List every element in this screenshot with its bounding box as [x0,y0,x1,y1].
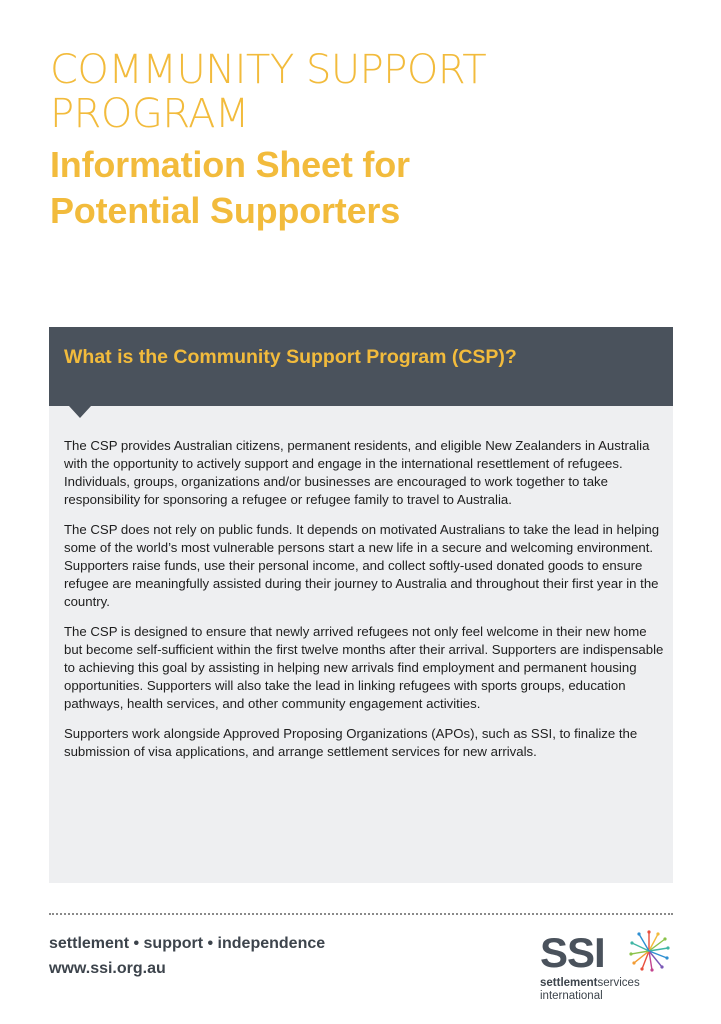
card-body [64,437,664,773]
paragraph-3: The CSP is designed to ensure that newly arrived refugees not only feel welcome in their new home but become self-sufficient within the first twelve months after their arrival. Supporters are indispensable to achieving this goal by assisting in helping new arrivals find employment and permanent housing opportunities. Supporters will also take the lead in linking refugees with sports groups, education pathways, health services, and other community engagement activities. [64,624,664,711]
footer-tagline: settlement • support • independence [49,935,326,952]
program-title-line-1: COMMUNITY SUPPORT [50,47,487,93]
logo-subtitle-line-2: international [540,990,603,1002]
ssi-logo [540,928,680,1008]
card-header [49,327,673,406]
paragraph-2: The CSP does not rely on public funds. It depends on motivated Australians to take the lead in helping some of the world’s most vulnerable persons start a new life in a secure and welcoming environment. Supporters raise funds, use their personal income, and collect softly-used donated goods to ensure refugee are meaningfully assisted during their journey to Australia and throughout their first year in the country. [64,522,660,609]
footer-website-link[interactable]: www.ssi.org.au [49,960,166,977]
program-title [50,48,690,136]
logo-subtitle-line-1 [540,977,640,990]
title-block [50,48,690,234]
paragraph-4: Supporters work alongside Approved Proposing Organizations (APOs), such as SSI, to finalize the submission of visa applications, and arrange settlement services for new arrivals. [64,726,638,759]
sheet-subtitle-line-2: Potential Supporters [50,190,401,231]
logo-subtitle-rest: services [597,977,640,989]
card-pointer-triangle [69,406,91,418]
starburst-icon [628,930,670,972]
footer-divider [49,913,673,915]
logo-subtitle-bold: settlement [540,977,598,989]
paragraph-1: The CSP provides Australian citizens, permanent residents, and eligible New Zealanders in Australia with the opportunity to actively support and engage in the international resettlement of refugees. Individuals, groups, organizations and/or businesses are encouraged to work together to take responsibility for sponsoring a refugee or refugee family to travel to Australia. [64,438,650,507]
ssi-logo-mark: SSI [540,929,605,976]
program-title-line-2: PROGRAM [50,91,249,137]
card-heading: What is the Community Support Program (CSP)? [64,346,517,368]
sheet-subtitle-line-1: Information Sheet for [50,144,410,185]
info-card [49,327,673,883]
sheet-subtitle [50,142,690,234]
